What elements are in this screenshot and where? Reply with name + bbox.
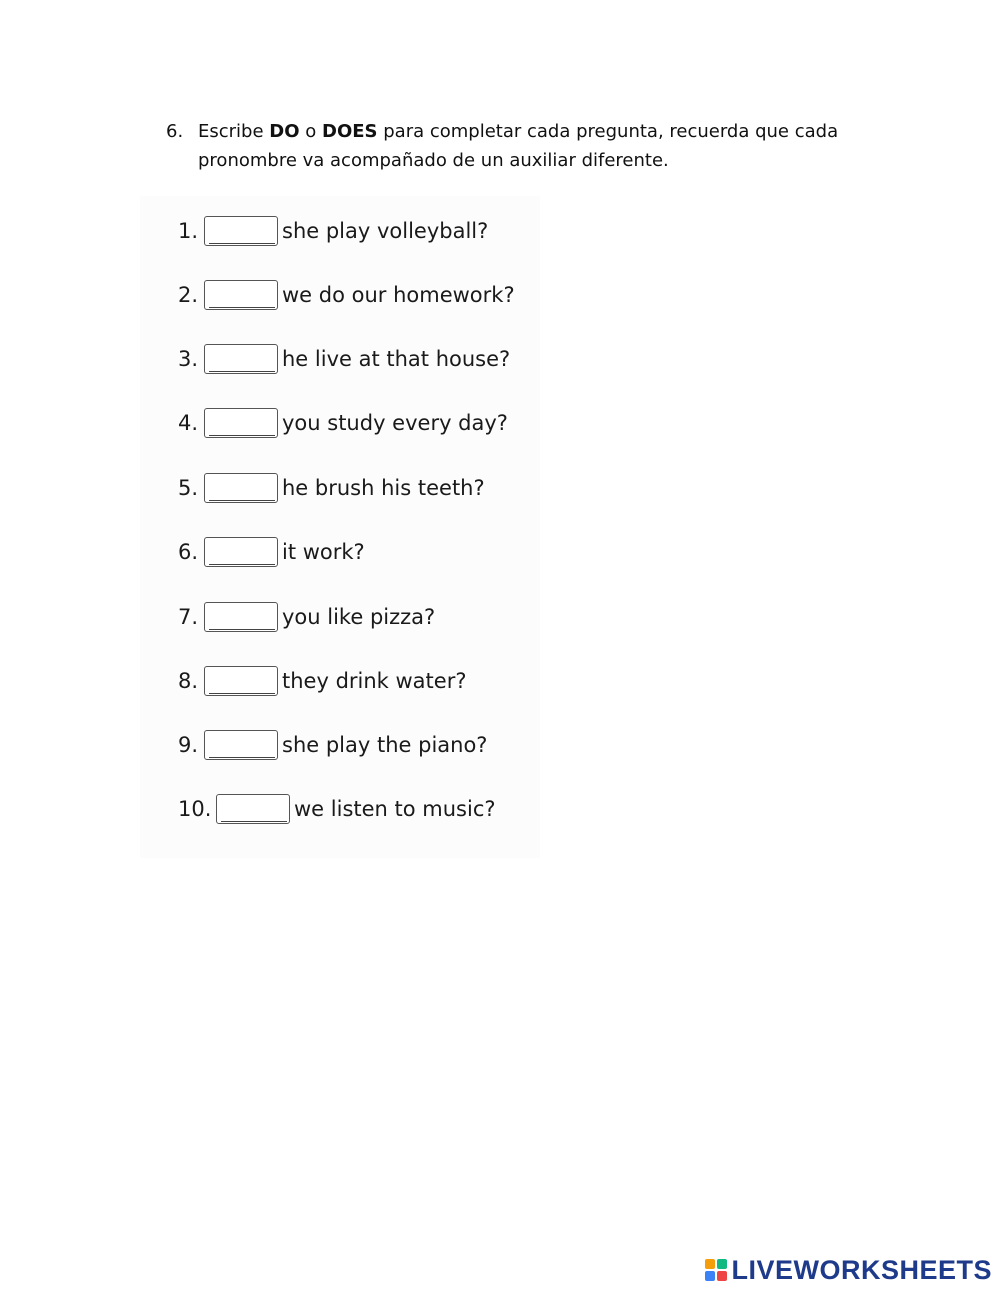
question-text: she play volleyball?: [282, 219, 489, 243]
question-4: [178, 406, 508, 440]
question-text: he brush his teeth?: [282, 476, 485, 500]
question-1: [178, 214, 488, 248]
question-text: she play the piano?: [282, 733, 488, 757]
answer-box-7[interactable]: [204, 602, 278, 632]
answer-box-5[interactable]: [204, 473, 278, 503]
question-7: [178, 600, 435, 634]
answer-box-2[interactable]: [204, 280, 278, 310]
question-text: it work?: [282, 540, 365, 564]
instruction-bold-does: DOES: [322, 121, 378, 142]
question-5: [178, 471, 485, 505]
instruction-part2: o: [299, 121, 322, 142]
logo-square-1: [705, 1259, 715, 1269]
question-2: [178, 278, 515, 312]
answer-box-1[interactable]: [204, 216, 278, 246]
question-text: you study every day?: [282, 411, 508, 435]
question-text: we listen to music?: [294, 797, 496, 821]
liveworksheets-logo-icon: [705, 1259, 727, 1281]
question-8: [178, 664, 467, 698]
logo-square-2: [717, 1259, 727, 1269]
question-10: [178, 792, 496, 826]
question-number: 3.: [178, 347, 199, 371]
question-number: 6.: [178, 540, 199, 564]
logo-text: LIVEWORKSHEETS: [731, 1254, 992, 1285]
question-number: 4.: [178, 411, 199, 435]
answer-box-10[interactable]: [216, 794, 290, 824]
instruction-number: 6.: [166, 121, 184, 142]
instruction-part1: Escribe: [198, 121, 270, 142]
question-text: they drink water?: [282, 669, 467, 693]
question-9: [178, 728, 487, 762]
answer-box-6[interactable]: [204, 537, 278, 567]
question-3: [178, 342, 510, 376]
instruction-text: [198, 117, 866, 175]
question-number: 10.: [178, 797, 212, 821]
logo-square-3: [705, 1271, 715, 1281]
answer-box-9[interactable]: [204, 730, 278, 760]
question-number: 2.: [178, 283, 199, 307]
question-6: [178, 535, 365, 569]
instruction: [166, 117, 866, 175]
question-number: 8.: [178, 669, 199, 693]
question-number: 9.: [178, 733, 199, 757]
question-text: you like pizza?: [282, 605, 436, 629]
question-text: we do our homework?: [282, 283, 515, 307]
question-number: 1.: [178, 219, 199, 243]
question-number: 5.: [178, 476, 199, 500]
instruction-part3: para completar cada pregunta, recuerda que cada pronombre va acompañado de un auxiliar diferente.: [198, 121, 839, 171]
answer-box-8[interactable]: [204, 666, 278, 696]
answer-box-3[interactable]: [204, 344, 278, 374]
logo-square-4: [717, 1271, 727, 1281]
liveworksheets-logo: [705, 1253, 992, 1287]
question-text: he live at that house?: [282, 347, 511, 371]
question-number: 7.: [178, 605, 199, 629]
instruction-bold-do: DO: [269, 121, 300, 142]
answer-box-4[interactable]: [204, 408, 278, 438]
